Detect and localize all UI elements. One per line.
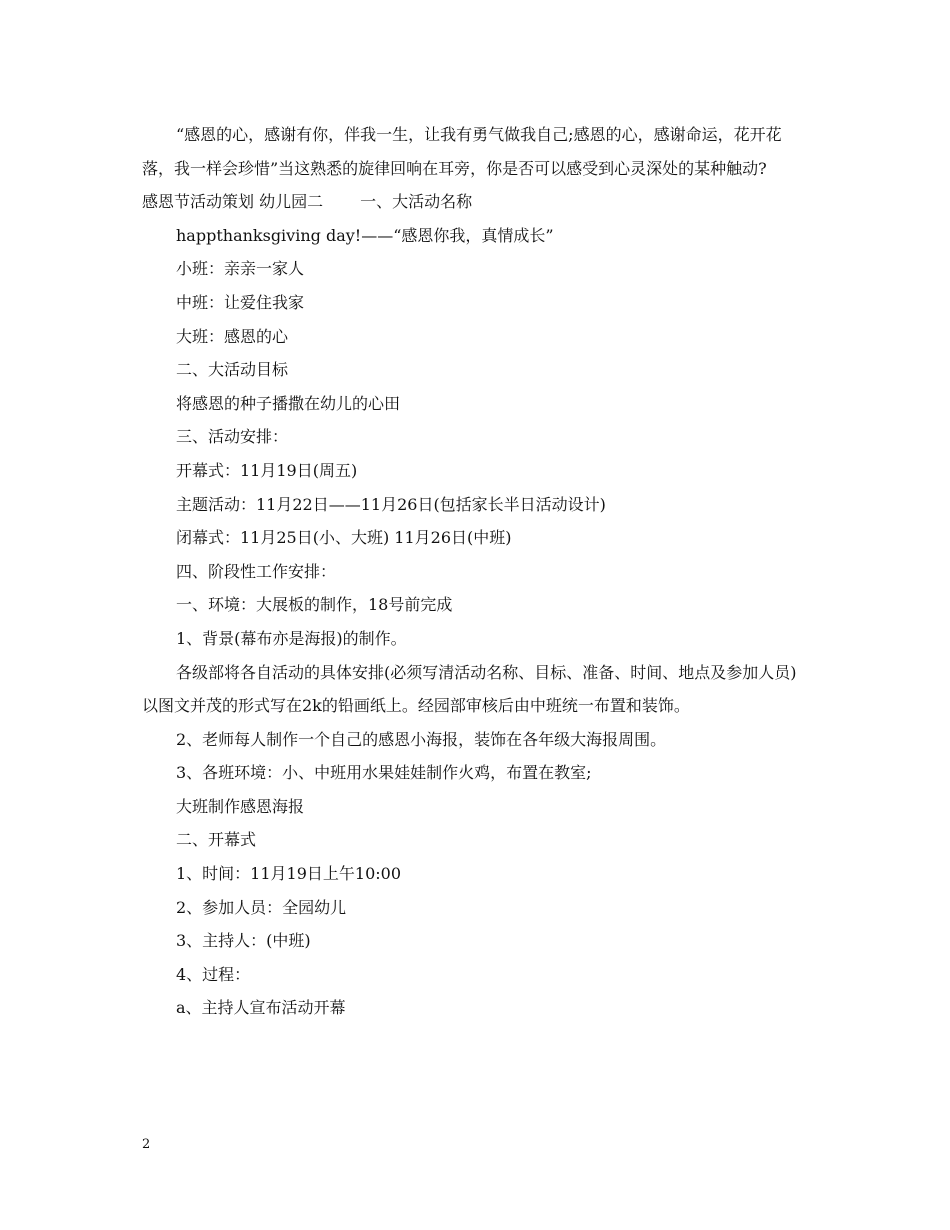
paragraph: 一、环境：大展板的制作，18号前完成: [176, 595, 453, 615]
paragraph: a、主持人宣布活动开幕: [176, 998, 346, 1018]
paragraph: 4、过程：: [176, 964, 251, 984]
paragraph: 四、阶段性工作安排：: [176, 561, 337, 581]
paragraph: 2、参加人员：全园幼儿: [176, 897, 347, 917]
paragraph: 3、主持人：(中班): [176, 931, 311, 951]
paragraph: 1、背景(幕布亦是海报)的制作。: [176, 628, 407, 648]
paragraph: 二、开幕式: [176, 830, 257, 850]
paragraph: 感恩节活动策划 幼儿园二 一、大活动名称: [142, 192, 473, 212]
paragraph: 大班制作感恩海报: [176, 796, 305, 816]
document-body: [142, 118, 812, 1025]
paragraph: 小班：亲亲一家人: [176, 259, 305, 279]
page-number: 2: [142, 1137, 151, 1152]
paragraph: 主题活动：11月22日——11月26日(包括家长半日活动设计): [176, 494, 606, 514]
paragraph: 闭幕式：11月25日(小、大班) 11月26日(中班): [176, 528, 512, 548]
paragraph: 中班：让爱住我家: [176, 292, 305, 312]
paragraph: 大班：感恩的心: [176, 326, 289, 346]
paragraph: 各级部将各自活动的具体安排(必须写清活动名称、目标、准备、时间、地点及参加人员)以图文并茂的形式写在2k的铅画纸上。经园部审核后由中班统一布置和装饰。: [142, 662, 797, 716]
paragraph: 3、各班环境：小、中班用水果娃娃制作火鸡，布置在教室;: [176, 763, 592, 783]
paragraph: happthanksgiving day!——“感恩你我，真情成长”: [176, 225, 554, 245]
paragraph: “感恩的心，感谢有你，伴我一生，让我有勇气做我自己;感恩的心，感谢命运，花开花落，我一样会珍惜”当这熟悉的旋律回响在耳旁，你是否可以感受到心灵深处的某种触动?: [142, 125, 782, 178]
paragraph: 2、老师每人制作一个自己的感恩小海报，装饰在各年级大海报周围。: [176, 729, 667, 749]
paragraph: 二、大活动目标: [176, 360, 289, 380]
paragraph: 将感恩的种子播撒在幼儿的心田: [176, 393, 401, 413]
paragraph: 三、活动安排：: [176, 427, 289, 447]
paragraph: 开幕式：11月19日(周五): [176, 460, 358, 480]
paragraph: 1、时间：11月19日上午10:00: [176, 864, 402, 884]
